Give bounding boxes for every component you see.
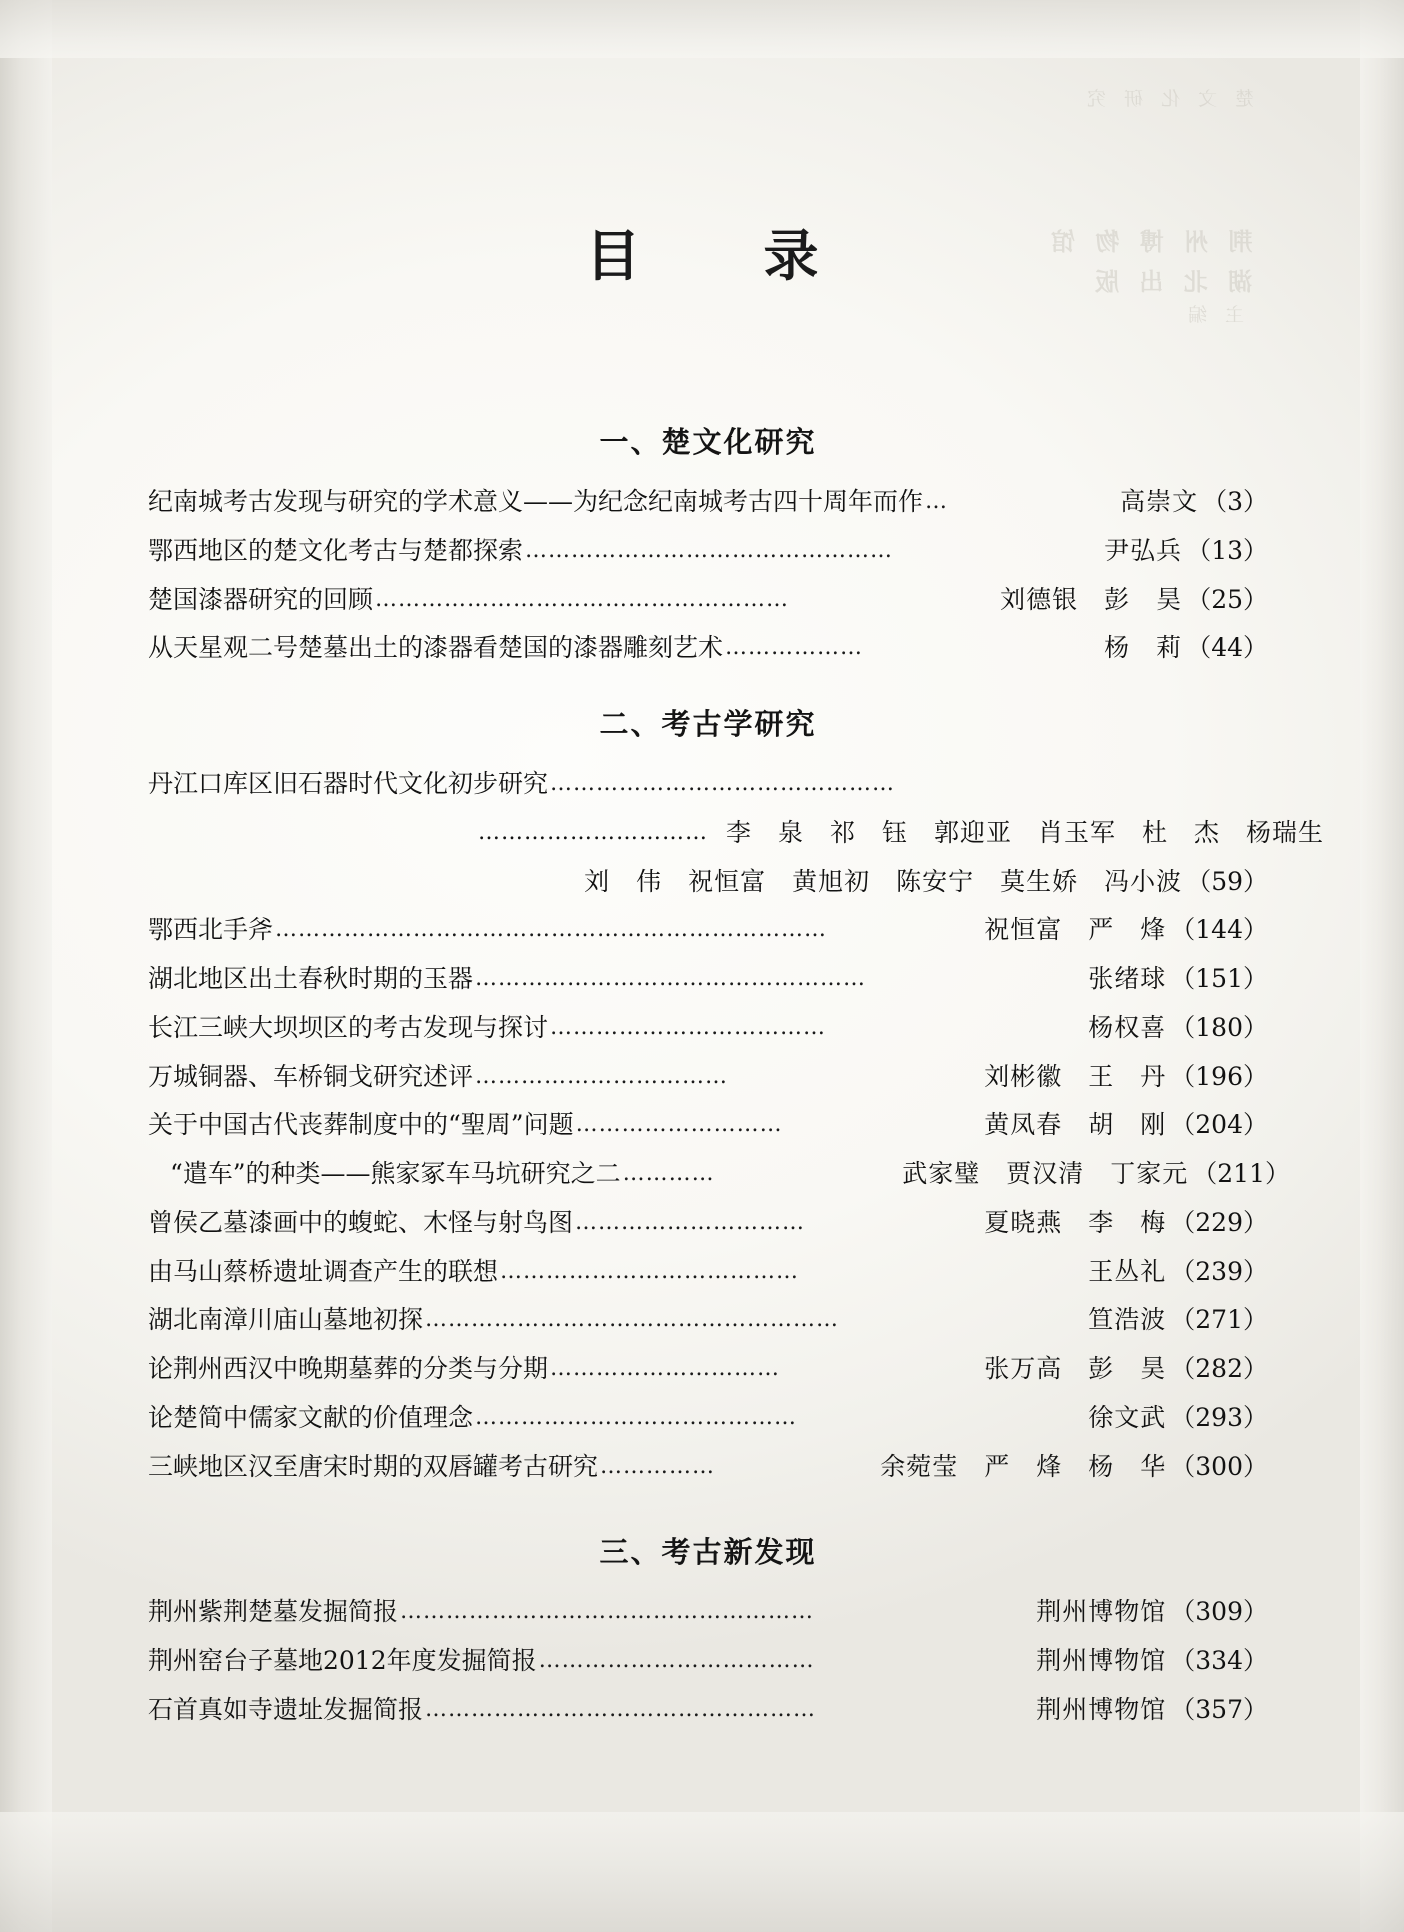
toc-entry[interactable] [148,1301,1268,1340]
toc-entry-authors: 刘彬徽 王 丹 [984,1061,1167,1091]
toc-entry-title: 三峡地区汉至唐宋时期的双唇罐考古研究 [148,1451,599,1481]
toc-leader-dots: ……………………………… [538,1648,815,1673]
toc-entry-title: 长江三峡大坝坝区的考古发现与探讨 [148,1012,549,1042]
toc-entry[interactable] [148,1106,1268,1145]
toc-entry-page: （357） [1170,1694,1268,1724]
toc-entry-continuation [148,863,1268,902]
toc-entry-page: （271） [1170,1305,1268,1335]
toc-entry[interactable] [148,581,1268,620]
toc-entry-authors: 黄凤春 胡 刚 [984,1110,1167,1140]
toc-entry-title: 鄂西地区的楚文化考古与楚都探索 [148,535,524,565]
toc-entry[interactable] [148,911,1268,950]
toc-leader-dots: …………………………………… [475,1404,798,1430]
toc-entry-page: （229） [1170,1207,1268,1237]
toc-entry-authors: 杨权喜 [1088,1012,1167,1042]
toc-entry-authors: 夏晓燕 李 梅 [984,1207,1167,1237]
toc-entry-authors: 杨 莉 [1104,633,1183,663]
toc-entry-page: （211） [1192,1159,1290,1188]
toc-entry-authors: 祝恒富 严 烽 [984,915,1167,945]
toc-leader-dots: ………… [622,1161,715,1186]
toc-entry-title: 纪南城考古发现与研究的学术意义——为纪念纪南城考古四十周年而作 [148,487,924,516]
toc-entry[interactable] [148,1691,1268,1730]
toc-entry-page: （44） [1186,633,1268,663]
bleed-through-text-4: 主 编 [1181,304,1244,326]
toc-leader-dots: ……………… [725,635,864,661]
toc-entry-authors: 笪浩波 [1088,1305,1167,1335]
toc-entry-title: 万城铜器、车桥铜戈研究述评 [148,1061,474,1091]
toc-entry-title: 荆州紫荆楚墓发掘简报 [148,1597,399,1627]
toc-leader-dots: ……………………………………………………………… [275,917,828,943]
toc-leader-dots: … [925,489,949,514]
toc-entry-page: （334） [1170,1646,1268,1675]
toc-entry-title: 曾侯乙墓漆画中的蝮蛇、木怪与射鸟图 [148,1207,574,1237]
toc-leader-dots: …………………………… [475,1063,729,1089]
section-heading-1: 一、楚文化研究 [599,425,817,459]
toc-entry-page: （13） [1186,535,1268,565]
toc-entry-authors: 张绪球 [1088,964,1167,993]
toc-leader-dots: ………………………………… [500,1258,800,1284]
toc-entry-authors: 武家璧 贾汉清 丁家元 [902,1159,1189,1188]
toc-leader-dots: ………………………… [550,1356,781,1381]
toc-entry-title: 鄂西北手斧 [148,915,274,945]
toc-entry-authors: 尹弘兵 [1104,535,1183,565]
toc-entry[interactable] [148,1058,1268,1097]
toc-leader-dots: ……………………………………… [550,771,896,796]
toc-entry-page: （59） [1186,866,1268,896]
toc-entry-title: 关于中国古代丧葬制度中的“聖周”问题 [148,1110,574,1140]
toc-leader-dots: …………… [600,1453,716,1479]
toc-entry[interactable] [148,1448,1268,1487]
toc-entry-authors: 荆州博物馆 [1036,1694,1167,1724]
toc-entry-title: 论楚简中儒家文献的价值理念 [148,1402,474,1432]
toc-leader-dots: ……………………………………………… [425,1307,840,1333]
page-title: 目 录 [585,223,853,288]
toc-entry[interactable] [148,1350,1268,1389]
toc-entry-page: （3） [1202,487,1268,516]
toc-leader-dots: …………………………………………… [475,966,867,991]
toc-entry[interactable] [148,1593,1268,1632]
toc-entry-page: （293） [1170,1402,1268,1432]
toc-leader-dots: ………………………………………… [525,537,894,563]
toc-entry[interactable] [148,1642,1268,1681]
toc-entry[interactable] [148,483,1268,522]
bleed-through-text-1: 楚 文 化 研 究 [1080,88,1254,110]
toc-leader-dots: ………………………… [575,1209,806,1235]
toc-entry[interactable] [148,629,1268,668]
toc-entry-authors: 徐文武 [1088,1402,1167,1432]
toc-leader-dots: ……………………………………………… [400,1599,815,1625]
toc-entry-continuation [148,814,1328,853]
toc-entry-authors: 余菀莹 严 烽 杨 华 [880,1451,1167,1481]
toc-entry-title: 湖北南漳川庙山墓地初探 [148,1305,424,1335]
toc-entry-authors: 刘 伟 祝恒富 黄旭初 陈安宁 莫生娇 冯小波 [584,866,1183,896]
toc-entry[interactable] [148,1009,1268,1048]
toc-entry-page: （309） [1170,1597,1268,1627]
toc-entry-title: 从天星观二号楚墓出土的漆器看楚国的漆器雕刻艺术 [148,633,724,663]
toc-entry[interactable] [148,1155,1290,1194]
toc-entry-page: （204） [1170,1110,1268,1140]
table-of-contents [148,420,1324,1740]
toc-entry[interactable] [148,960,1268,999]
toc-entry-authors: 李 泉 祁 钰 郭迎亚 肖玉军 杜 杰 杨瑞生 [725,817,1324,847]
toc-entry-page: （144） [1170,915,1268,945]
toc-entry-title: “遣车”的种类——熊家冢车马坑研究之二 [170,1159,621,1188]
toc-entry[interactable] [148,1399,1268,1438]
toc-entry-authors: 王丛礼 [1088,1256,1167,1286]
toc-entry-page: （282） [1170,1354,1268,1383]
toc-entry-title: 湖北地区出土春秋时期的玉器 [148,964,474,993]
toc-entry-authors: 荆州博物馆 [1036,1646,1167,1675]
toc-entry-page: （180） [1170,1012,1268,1042]
bleed-through-text-2: 荆 州 博 物 馆 [1044,228,1252,256]
toc-leader-dots: ……………………… [575,1112,783,1138]
toc-leader-dots: ……………………………………………… [375,586,790,612]
toc-entry-page: （25） [1186,584,1268,614]
toc-entry[interactable] [148,532,1268,571]
toc-entry-title: 楚国漆器研究的回顾 [148,584,374,614]
section-heading-3: 三、考古新发现 [599,1535,817,1570]
toc-leader-dots: ………………………… [477,819,708,845]
section-heading-2: 二、考古学研究 [599,707,817,741]
toc-entry-page: （196） [1170,1061,1268,1091]
toc-leader-dots: ……………………………… [550,1014,827,1040]
toc-entry-page: （151） [1170,964,1268,993]
toc-entry-page: （239） [1170,1256,1268,1286]
toc-entry-authors: 高崇文 [1120,487,1199,516]
toc-entry-title: 丹江口库区旧石器时代文化初步研究 [148,769,549,798]
toc-entry-title: 荆州窑台子墓地2012年度发掘简报 [148,1646,537,1675]
toc-entry[interactable] [148,1253,1268,1292]
bleed-through-text-3: 湖 北 出 版 [1088,268,1252,296]
toc-entry-page: （300） [1170,1451,1268,1481]
toc-entry[interactable] [148,765,1268,804]
toc-entry-authors: 刘德银 彭 昊 [1000,584,1183,614]
toc-entry-title: 由马山蔡桥遗址调查产生的联想 [148,1256,499,1286]
toc-entry-authors: 荆州博物馆 [1036,1597,1167,1627]
toc-entry-authors: 张万高 彭 昊 [984,1354,1167,1383]
toc-entry-title: 论荆州西汉中晚期墓葬的分类与分期 [148,1354,549,1383]
toc-leader-dots: …………………………………………… [425,1696,817,1722]
toc-entry[interactable] [148,1204,1268,1243]
toc-entry-title: 石首真如寺遗址发掘简报 [148,1694,424,1724]
